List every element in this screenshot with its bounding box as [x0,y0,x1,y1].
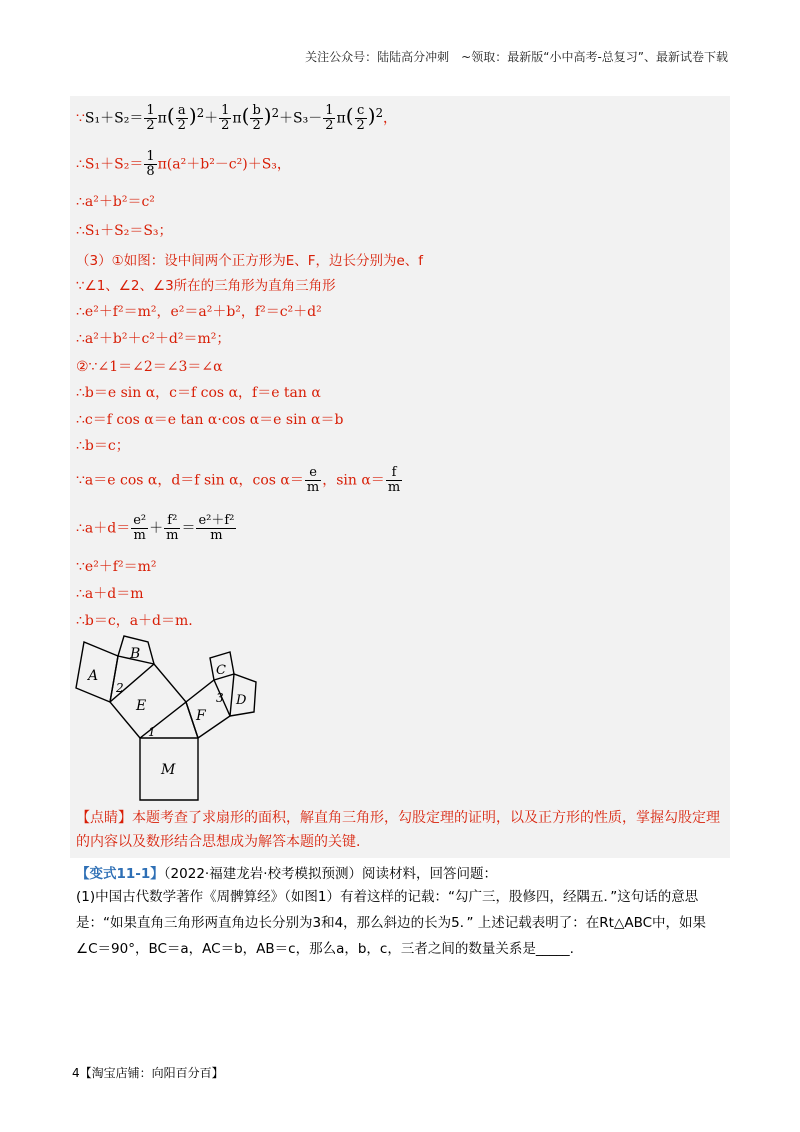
expr-part: ，sin α＝ [322,472,385,489]
proof-line-9: ②∵∠1＝∠2＝∠3＝∠α [76,359,223,375]
proof-line-13 [76,466,403,495]
expr-part: π [157,110,167,127]
proof-line-3: ∴a²＋b²＝c² [76,194,155,210]
question-paragraph: (1)中国古代数学著作《周髀算经》（如图1）有着这样的记载：“勾广三，股修四，经隅五．”这句话的意思是：“如果直角三角形两直角边长分别为3和4，那么斜边的长为5．” 上述记载表明了：在Rt△ABC中，如果∠C＝90°，BC＝a，AC＝b，AB＝c，那么a，b，c，三者之间的数量关系是_____. [76,889,707,957]
fraction: $\frac{f}{m}$ [387,465,401,495]
proof-line-5: （3）①如图：设中间两个正方形为E、F，边长分别为e、f [76,253,424,269]
proof-line-2 [76,150,291,179]
expr-part: π [232,110,242,127]
page-footer: 4【淘宝店铺：向阳百分百】 [72,1066,224,1080]
page-header: 关注公众号：陆陆高分冲刺 ~领取：最新版“小中高考-总复习”、最新试卷下载 [305,50,728,64]
label-angle-2: 2 [116,681,124,695]
proof-line-16: ∴a＋d＝m [76,586,144,602]
fraction: $\frac{1}{2}$ [146,103,155,134]
label-M: M [161,762,176,778]
expr-part: π [336,110,346,127]
expr-part: ＋S₃－ [279,110,323,127]
proof-line-7: ∴e²＋f²＝m²，e²＝a²＋b²，f²＝c²＋d² [76,304,322,320]
square-F [186,680,230,738]
proof-line-17: ∴b＝c，a＋d＝m. [76,613,193,629]
key-point-note: 【点睛】本题考查了求扇形的面积，解直角三角形，勾股定理的证明，以及正方形的性质，掌握勾股定理的内容以及数形结合思想成为解答本题的关键. [76,810,720,850]
fraction: $\frac{e}{m}$ [306,465,320,495]
label-B: B [130,646,141,662]
proof-line-4: ∴S₁＋S₂＝S₃； [76,223,173,239]
since-symbol: ∵ [76,110,85,127]
label-C: C [216,663,226,678]
variant-source: （2022·福建龙岩·校考模拟预测）阅读材料，回答问题： [163,866,497,882]
label-E: E [136,698,147,714]
variant-tag: 【变式11-1】 [76,866,164,882]
proof-line-11: ∴c＝f cos α＝e tan α·cos α＝e sin α＝b [76,412,344,428]
fraction: $\frac{1}{2}$ [325,103,334,134]
label-F: F [196,708,206,724]
fraction: $\frac{1}{8}$ [146,149,155,179]
fraction: $\frac{\text{f²}}{m}$ [166,513,179,543]
label-angle-3: 3 [216,691,224,705]
variant-heading [76,862,497,882]
expr-part: S₁＋S₂＝ [84,110,144,127]
fraction: $\frac{b}{2}$ [252,103,261,134]
expr-part: ∵a＝e cos α，d＝f sin α，cos α＝ [76,472,304,489]
fraction: $\frac{\text{e²}}{m}$ [133,513,147,543]
fraction: $\frac{\text{e²＋f²}}{m}$ [198,513,235,543]
label-D: D [236,693,247,708]
proof-line-14: ∴a＋d＝ $\frac{\text{e²}}{m}$ ＋ $\frac{\text{f²}}{m}$ ＝ $\frac{\text{e²＋f²}}{m}$ [76,513,235,543]
proof-line-15: ∵e²＋f²＝m² [76,559,157,575]
label-angle-1: 1 [148,725,156,739]
expr-part: ∴a＋d＝ [76,520,131,537]
squares-figure [60,630,290,810]
expr-part: π(a²＋b²－c²)＋S₃， [157,156,291,173]
proof-line-1: ∵S₁＋S₂＝ $\frac{1}{2}$ π( $\frac{a}{2}$ )$^2$＋ $\frac{1}{2}$ π( $\frac{b}{2}$ )$^2$＋S₃－ $\frac{1}{2}$ π( $\frac{c}{2}$ )$^2$， [76,103,398,134]
expr-part: ， [383,110,398,127]
fraction: $\frac{a}{2}$ [177,103,186,134]
expr-part: ∴S₁＋S₂＝ [76,156,144,173]
proof-line-12: ∴b＝c； [76,438,130,454]
label-A: A [88,668,99,684]
proof-line-10: ∴b＝e sin α，c＝f cos α，f＝e tan α [76,385,321,401]
proof-line-8: ∴a²＋b²＋c²＋d²＝m²； [76,331,231,347]
fraction: $\frac{c}{2}$ [356,103,365,134]
fraction: $\frac{1}{2}$ [221,103,230,134]
proof-line-6: ∵∠1、∠2、∠3所在的三角形为直角三角形 [76,278,336,294]
